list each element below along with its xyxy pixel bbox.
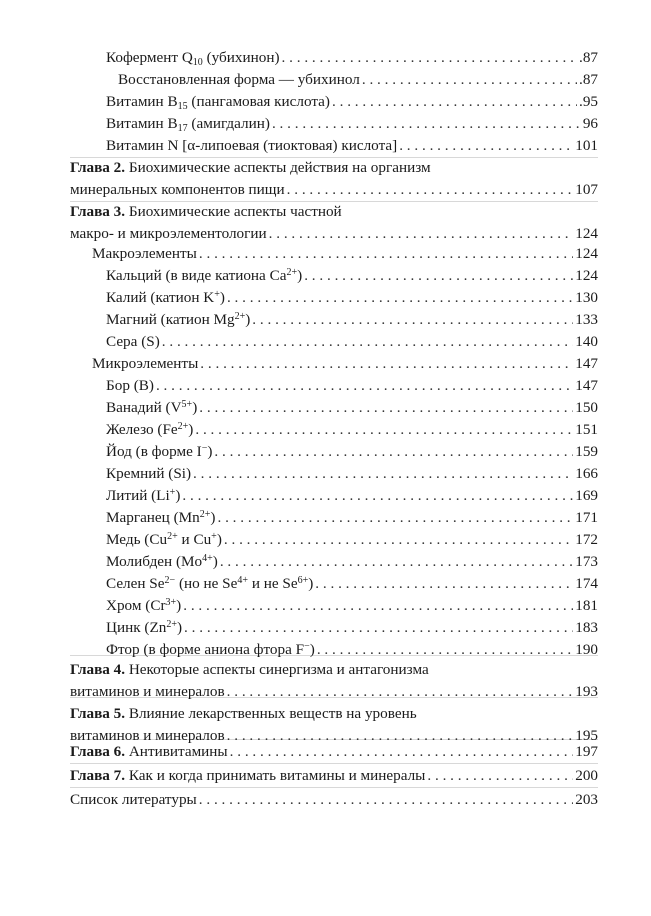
toc-entry-title: витаминов и минералов <box>70 683 225 700</box>
toc-entry-title: Магний (катион $Mg^{2+}$) <box>106 311 251 328</box>
dot-leader <box>317 640 573 660</box>
dot-leader <box>399 136 573 156</box>
dot-leader <box>199 398 573 418</box>
toc-page-number: 159 <box>575 443 598 460</box>
dot-leader <box>287 180 574 200</box>
toc-entry-title-line1: Глава 3. Биохимические аспекты частной <box>70 203 342 220</box>
toc-page-number: 173 <box>575 553 598 570</box>
dot-leader <box>182 486 573 506</box>
toc-page-number: 107 <box>575 181 598 198</box>
toc-entry-title: Витамин $B_{17}$ (амигдалин) <box>106 115 270 134</box>
dot-leader <box>272 114 581 134</box>
section-divider <box>70 763 598 764</box>
toc-entry-title: Бор (B) <box>106 377 154 394</box>
toc-entry-title: Глава 6. Антивитамины <box>70 743 228 760</box>
dot-leader <box>282 48 577 68</box>
toc-page-number: 193 <box>575 683 598 700</box>
dot-leader <box>362 70 577 90</box>
toc-page-number: 124 <box>575 267 598 284</box>
toc-page-number: 197 <box>575 743 598 760</box>
toc-page-number: 190 <box>575 641 598 658</box>
toc-page-number: 195 <box>575 727 598 744</box>
toc-entry-title: Макроэлементы <box>92 245 197 262</box>
dot-leader <box>332 92 577 112</box>
toc-entry-title: Железо $(Fe^{2+})$ <box>106 421 194 438</box>
dot-leader <box>315 574 573 594</box>
toc-page-number: 151 <box>575 421 598 438</box>
toc-page-number: 96 <box>582 115 598 132</box>
dot-leader <box>217 508 573 528</box>
toc-entry-title: Сера (S) <box>106 333 160 350</box>
toc-page-number: 169 <box>575 487 598 504</box>
toc-page-number: 147 <box>575 377 598 394</box>
toc-entry-title: Кальций (в виде катиона $Ca^{2+}$) <box>106 267 303 284</box>
dot-leader <box>199 790 573 810</box>
dot-leader <box>220 552 573 572</box>
toc-entry-title: минеральных компонентов пищи <box>70 181 285 198</box>
toc-entry-title: Ванадий $(V^{5+})$ <box>106 399 198 416</box>
toc-entry-title: Цинк $(Zn^{2+})$ <box>106 619 183 636</box>
toc-page-number: 203 <box>575 791 598 808</box>
toc-entry-title-line1: Глава 4. Некоторые аспекты синергизма и антагонизма <box>70 661 429 678</box>
toc-entry-title: Микроэлементы <box>92 355 199 372</box>
toc-entry-title: Калий (катион K+) <box>106 289 225 306</box>
dot-leader <box>195 420 573 440</box>
toc-entry-title: Кофермент $Q_{10}$ (убихинон) <box>106 49 280 68</box>
dot-leader <box>200 354 573 374</box>
toc-entry-title: Фтор (в форме аниона фтора F−) <box>106 641 315 658</box>
toc-page-number: 171 <box>575 509 598 526</box>
section-divider <box>70 787 598 788</box>
dot-leader <box>193 464 573 484</box>
dot-leader <box>252 310 573 330</box>
dot-leader <box>427 766 573 786</box>
dot-leader <box>199 244 573 264</box>
toc-entry-title: Медь ($Cu^{2+}$ и Cu+) <box>106 531 222 548</box>
toc-page-number: 200 <box>575 767 598 784</box>
toc-entry-title: Хром $(Cr^{3+})$ <box>106 597 182 614</box>
toc-entry-title-line1: Глава 5. Влияние лекарственных веществ на уровень <box>70 705 417 722</box>
toc-page-number: .87 <box>579 71 598 88</box>
dot-leader <box>304 266 573 286</box>
toc-page-number: 133 <box>575 311 598 328</box>
toc-page-number: 181 <box>575 597 598 614</box>
toc-page-number: 140 <box>575 333 598 350</box>
toc-entry-title: Список литературы <box>70 791 197 808</box>
toc-entry-title: Восстановленная форма — убихинол <box>118 71 360 88</box>
toc-page-number: 183 <box>575 619 598 636</box>
toc-entry-title: Витамин N [α-липоевая (тиоктовая) кислота] <box>106 137 398 154</box>
dot-leader <box>230 742 574 762</box>
toc-page-number: 124 <box>575 225 598 242</box>
toc-page-number: 124 <box>575 245 598 262</box>
dot-leader <box>227 682 574 702</box>
toc-page-number: .87 <box>579 49 598 66</box>
toc-entry-title: витаминов и минералов <box>70 727 225 744</box>
dot-leader <box>156 376 573 396</box>
toc-entry-title: Витамин $B_{15}$ (пангамовая кислота) <box>106 93 330 112</box>
toc-page-number: .95 <box>579 93 598 110</box>
toc-entry-title: макро- и микроэлементологии <box>70 225 267 242</box>
dot-leader <box>269 224 574 244</box>
toc-page-number: 130 <box>575 289 598 306</box>
toc-entry-title: Литий (Li+) <box>106 487 181 504</box>
toc-entry-title: Селен $Se^{2-}$ (но не $Se^{4+}$ и не $Se^{6+}$) <box>106 575 314 592</box>
dot-leader <box>184 618 573 638</box>
toc-entry-title: Йод (в форме I−) <box>106 443 213 460</box>
toc-page-number: 101 <box>575 137 598 154</box>
dot-leader <box>183 596 573 616</box>
toc-page-number: 147 <box>575 355 598 372</box>
toc-entry-title: Молибден $(Mo^{4+})$ <box>106 553 218 570</box>
toc-page-number: 174 <box>575 575 598 592</box>
toc-entry-title: Глава 7. Как и когда принимать витамины и минералы <box>70 767 426 784</box>
dot-leader <box>214 442 573 462</box>
toc-entry-title: Кремний (Si) <box>106 465 192 482</box>
dot-leader <box>162 332 573 352</box>
dot-leader <box>227 288 573 308</box>
toc-page-number: 172 <box>575 531 598 548</box>
toc-entry-title: Марганец $(Mn^{2+})$ <box>106 509 216 526</box>
toc-page-number: 166 <box>575 465 598 482</box>
toc-entry-title-line1: Глава 2. Биохимические аспекты действия на организм <box>70 159 431 176</box>
toc-page-number: 150 <box>575 399 598 416</box>
dot-leader <box>224 530 573 550</box>
